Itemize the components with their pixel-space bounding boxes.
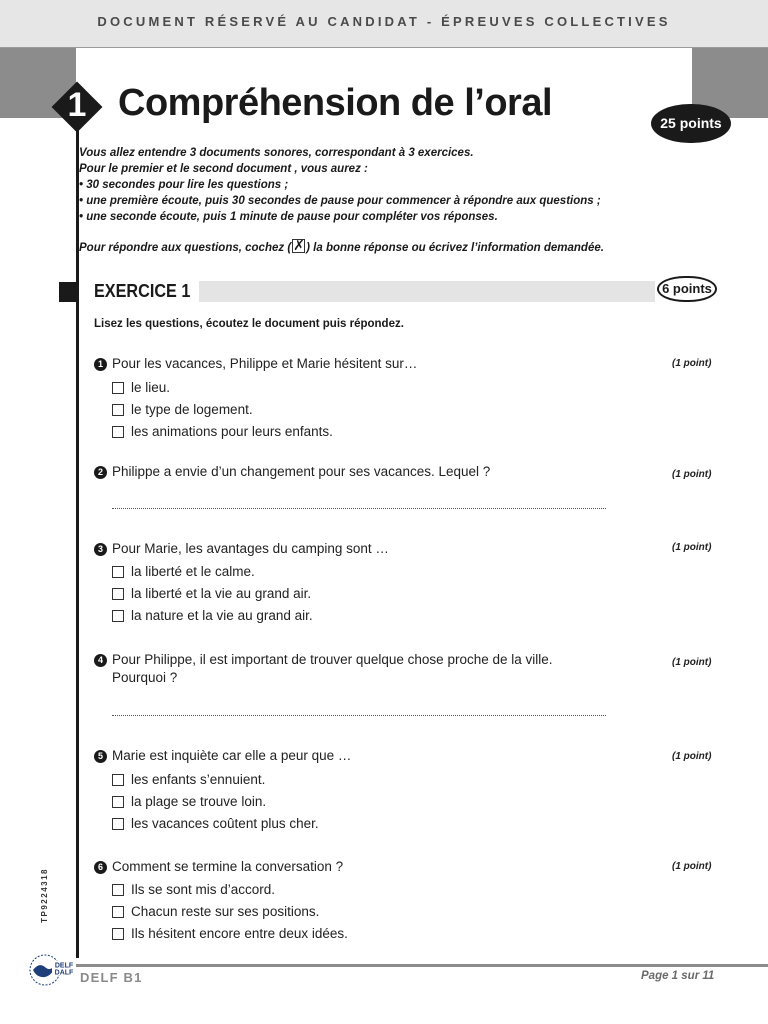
option-label: la plage se trouve loin.: [131, 794, 267, 809]
question-text: Pour Philippe, il est important de trouver quelque chose proche de la ville.: [112, 652, 553, 667]
exercise-title-bar: [199, 281, 655, 302]
exercise-label: EXERCICE 1: [94, 281, 191, 301]
svg-text:DELF: DELF: [54, 962, 74, 970]
footer-rule: [76, 964, 768, 967]
exercise-instruction: Lisez les questions, écoutez le document puis répondez.: [94, 318, 404, 330]
question-3: [94, 540, 614, 558]
option-label: les enfants s’ennuient.: [131, 772, 266, 787]
option-label: le lieu.: [131, 380, 171, 395]
question-points: (1 point): [672, 861, 712, 872]
question-4: [94, 651, 614, 687]
section-number-badge: [52, 82, 102, 132]
total-points-badge: 25 points: [651, 104, 731, 143]
checkbox[interactable]: [112, 426, 124, 438]
option-label: Ils hésitent encore entre deux idées.: [131, 926, 348, 941]
option-1a[interactable]: [112, 380, 170, 395]
question-text: Comment se termine la conversation ?: [112, 859, 344, 874]
checkbox[interactable]: [112, 928, 124, 940]
question-number: 1: [94, 358, 107, 371]
question-text: Marie est inquiète car elle a peur que …: [112, 748, 352, 763]
option-6c[interactable]: [112, 926, 348, 941]
option-5c[interactable]: [112, 816, 319, 831]
intro-line: • une seconde écoute, puis 1 minute de pause pour compléter vos réponses.: [79, 211, 498, 223]
intro-instructions: [79, 145, 679, 256]
svg-text:DALF: DALF: [54, 969, 74, 977]
delf-dalf-logo: [25, 948, 79, 988]
checkbox[interactable]: [112, 796, 124, 808]
question-text: Pour les vacances, Philippe et Marie hésitent sur…: [112, 356, 418, 371]
question-number: 6: [94, 861, 107, 874]
option-label: les vacances coûtent plus cher.: [131, 816, 319, 831]
option-6a[interactable]: [112, 882, 275, 897]
option-1c[interactable]: [112, 424, 333, 439]
intro-line: • 30 secondes pour lire les questions ;: [79, 179, 289, 191]
question-1: [94, 355, 614, 373]
checkbox[interactable]: [112, 566, 124, 578]
question-text: Pour Marie, les avantages du camping sont …: [112, 541, 389, 556]
option-label: le type de logement.: [131, 402, 253, 417]
checkbox[interactable]: [112, 818, 124, 830]
checkbox[interactable]: [112, 774, 124, 786]
banner-text: DOCUMENT RÉSERVÉ AU CANDIDAT - ÉPREUVES COLLECTIVES: [97, 14, 671, 29]
question-points: (1 point): [672, 358, 712, 369]
option-6b[interactable]: [112, 904, 319, 919]
answer-instruction-after: ) la bonne réponse ou écrivez l’information demandée.: [306, 242, 604, 254]
option-label: la liberté et la vie au grand air.: [131, 586, 312, 601]
checkbox[interactable]: [112, 906, 124, 918]
answer-instruction-before: Pour répondre aux questions, cochez (: [79, 242, 292, 254]
answer-line-4[interactable]: [112, 715, 606, 716]
page-title: Compréhension de l’oral: [118, 82, 553, 124]
question-points: (1 point): [672, 657, 712, 668]
question-text: Philippe a envie d’un changement pour ses vacances. Lequel ?: [112, 464, 491, 479]
intro-line: Vous allez entendre 3 documents sonores, correspondant à 3 exercices.: [79, 147, 474, 159]
checked-box-icon: [292, 239, 305, 253]
option-5a[interactable]: [112, 772, 265, 787]
question-number: 2: [94, 466, 107, 479]
question-points: (1 point): [672, 469, 712, 480]
checkbox[interactable]: [112, 382, 124, 394]
checkbox[interactable]: [112, 610, 124, 622]
option-label: Chacun reste sur ses positions.: [131, 904, 320, 919]
option-label: les animations pour leurs enfants.: [131, 424, 333, 439]
option-label: la liberté et le calme.: [131, 564, 255, 579]
question-6: [94, 858, 614, 876]
option-3a[interactable]: [112, 564, 255, 579]
option-label: la nature et la vie au grand air.: [131, 608, 313, 623]
section-number: 1: [67, 86, 87, 124]
option-5b[interactable]: [112, 794, 266, 809]
intro-line: • une première écoute, puis 30 secondes de pause pour commencer à répondre aux questions ;: [79, 195, 601, 207]
answer-line-2[interactable]: [112, 508, 606, 509]
checkbox[interactable]: [112, 404, 124, 416]
question-text-continued: Pourquoi ?: [112, 670, 178, 685]
question-5: [94, 747, 614, 765]
option-3c[interactable]: [112, 608, 313, 623]
intro-line: Pour le premier et le second document , vous aurez :: [79, 163, 368, 175]
option-3b[interactable]: [112, 586, 311, 601]
option-1b[interactable]: [112, 402, 253, 417]
option-label: Ils se sont mis d’accord.: [131, 882, 276, 897]
question-number: 5: [94, 750, 107, 763]
question-number: 4: [94, 654, 107, 667]
question-number: 3: [94, 543, 107, 556]
question-points: (1 point): [672, 542, 712, 553]
answer-instruction: [79, 239, 679, 256]
exercise-points-badge: 6 points: [657, 276, 717, 302]
document-code: TP9224318: [40, 868, 49, 923]
exam-level: DELF B1: [80, 970, 143, 985]
question-points: (1 point): [672, 751, 712, 762]
question-2: [94, 463, 614, 481]
checkbox[interactable]: [112, 588, 124, 600]
top-banner: [0, 0, 768, 48]
checkbox[interactable]: [112, 884, 124, 896]
page-number: Page 1 sur 11: [641, 970, 715, 982]
exercise-marker-icon: [59, 282, 79, 302]
